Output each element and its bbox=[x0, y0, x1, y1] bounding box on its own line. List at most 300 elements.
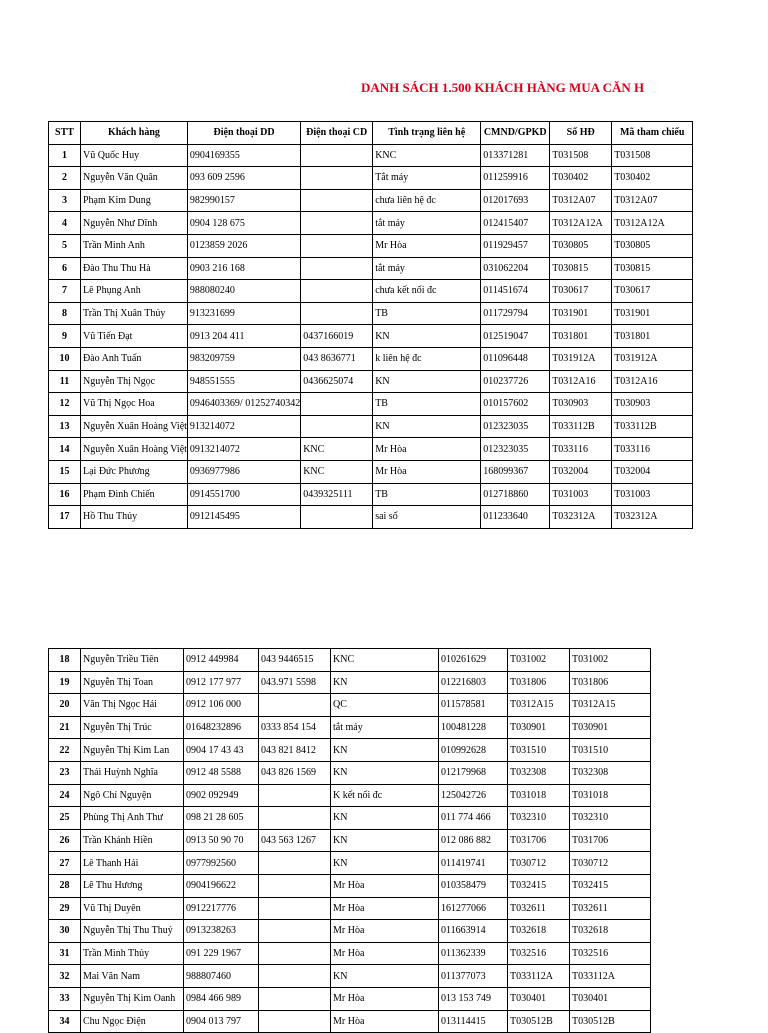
customer-name-cell: Thái Huỳnh Nghĩa bbox=[81, 761, 184, 784]
landline-phone-cell bbox=[259, 920, 331, 943]
reference-code-cell: T0312A15 bbox=[570, 694, 651, 717]
contract-number-cell: T033112A bbox=[508, 965, 570, 988]
mobile-phone-cell: 0914551700 bbox=[187, 483, 300, 506]
contract-number-cell: T031806 bbox=[508, 671, 570, 694]
contract-number-cell: T032415 bbox=[508, 874, 570, 897]
table-row bbox=[49, 987, 651, 1010]
stt-cell: 33 bbox=[49, 987, 81, 1010]
contract-number-cell: T031706 bbox=[508, 829, 570, 852]
header-stt: STT bbox=[49, 122, 81, 145]
mobile-phone-cell: 0912217776 bbox=[184, 897, 259, 920]
mobile-phone-cell: 0913 50 90 70 bbox=[184, 829, 259, 852]
stt-cell: 20 bbox=[49, 694, 81, 717]
contact-status-cell: tắt máy bbox=[373, 212, 481, 235]
header-customer: Khách hàng bbox=[81, 122, 188, 145]
header-mobile-phone: Điện thoại DD bbox=[187, 122, 300, 145]
contact-status-cell: Mr Hòa bbox=[331, 874, 439, 897]
table-row bbox=[49, 393, 693, 416]
contract-number-cell: T031508 bbox=[550, 144, 612, 167]
reference-code-cell: T032516 bbox=[570, 942, 651, 965]
contract-number-cell: T030815 bbox=[550, 257, 612, 280]
customer-name-cell: Nguyễn Thị Kim Lan bbox=[81, 739, 184, 762]
table-row bbox=[49, 694, 651, 717]
id-number-cell: 013 153 749 bbox=[439, 987, 508, 1010]
table-header-row bbox=[49, 122, 693, 145]
landline-phone-cell: 0439325111 bbox=[301, 483, 373, 506]
customer-name-cell: Nguyễn Thị Thu Thuỷ bbox=[81, 920, 184, 943]
id-number-cell: 011578581 bbox=[439, 694, 508, 717]
id-number-cell: 011096448 bbox=[481, 347, 550, 370]
customer-name-cell: Lại Đức Phương bbox=[81, 460, 188, 483]
reference-code-cell: T030617 bbox=[612, 280, 693, 303]
table-row bbox=[49, 807, 651, 830]
id-number-cell: 012323035 bbox=[481, 415, 550, 438]
table-row bbox=[49, 649, 651, 672]
contract-number-cell: T032516 bbox=[508, 942, 570, 965]
header-landline-phone: Điện thoại CD bbox=[301, 122, 373, 145]
stt-cell: 29 bbox=[49, 897, 81, 920]
landline-phone-cell: 043 563 1267 bbox=[259, 829, 331, 852]
mobile-phone-cell: 0903 216 168 bbox=[187, 257, 300, 280]
reference-code-cell: T032310 bbox=[570, 807, 651, 830]
landline-phone-cell bbox=[301, 506, 373, 529]
contact-status-cell: KN bbox=[373, 370, 481, 393]
stt-cell: 3 bbox=[49, 189, 81, 212]
table-row bbox=[49, 167, 693, 190]
stt-cell: 5 bbox=[49, 234, 81, 257]
customer-table-2 bbox=[48, 648, 651, 1033]
mobile-phone-cell: 0912 449984 bbox=[184, 649, 259, 672]
id-number-cell: 100481228 bbox=[439, 716, 508, 739]
table-row bbox=[49, 234, 693, 257]
landline-phone-cell bbox=[301, 189, 373, 212]
stt-cell: 25 bbox=[49, 807, 81, 830]
landline-phone-cell bbox=[301, 212, 373, 235]
mobile-phone-cell: 988080240 bbox=[187, 280, 300, 303]
contact-status-cell: TB bbox=[373, 393, 481, 416]
mobile-phone-cell: 0904 128 675 bbox=[187, 212, 300, 235]
contact-status-cell: TB bbox=[373, 483, 481, 506]
mobile-phone-cell: 093 609 2596 bbox=[187, 167, 300, 190]
customer-name-cell: Vũ Thị Ngọc Hoa bbox=[81, 393, 188, 416]
id-number-cell: 031062204 bbox=[481, 257, 550, 280]
table-row bbox=[49, 257, 693, 280]
contact-status-cell: Mr Hòa bbox=[331, 987, 439, 1010]
landline-phone-cell: 043 826 1569 bbox=[259, 761, 331, 784]
id-number-cell: 011233640 bbox=[481, 506, 550, 529]
landline-phone-cell bbox=[259, 874, 331, 897]
reference-code-cell: T031706 bbox=[570, 829, 651, 852]
reference-code-cell: T032308 bbox=[570, 761, 651, 784]
id-number-cell: 011729794 bbox=[481, 302, 550, 325]
table-row bbox=[49, 874, 651, 897]
customer-name-cell: Vũ Tiến Đạt bbox=[81, 325, 188, 348]
contact-status-cell: KN bbox=[373, 325, 481, 348]
landline-phone-cell bbox=[301, 415, 373, 438]
id-number-cell: 011451674 bbox=[481, 280, 550, 303]
table-row bbox=[49, 438, 693, 461]
id-number-cell: 012718860 bbox=[481, 483, 550, 506]
customer-name-cell: Văn Thị Ngọc Hải bbox=[81, 694, 184, 717]
contract-number-cell: T0312A15 bbox=[508, 694, 570, 717]
contact-status-cell: Mr Hòa bbox=[331, 920, 439, 943]
contact-status-cell: Mr Hòa bbox=[373, 438, 481, 461]
stt-cell: 13 bbox=[49, 415, 81, 438]
contract-number-cell: T031003 bbox=[550, 483, 612, 506]
reference-code-cell: T030512B bbox=[570, 1010, 651, 1033]
id-number-cell: 011259916 bbox=[481, 167, 550, 190]
contract-number-cell: T031002 bbox=[508, 649, 570, 672]
table-row bbox=[49, 897, 651, 920]
stt-cell: 12 bbox=[49, 393, 81, 416]
id-number-cell: 011663914 bbox=[439, 920, 508, 943]
reference-code-cell: T031912A bbox=[612, 347, 693, 370]
stt-cell: 30 bbox=[49, 920, 81, 943]
landline-phone-cell: 043 9446515 bbox=[259, 649, 331, 672]
reference-code-cell: T030901 bbox=[570, 716, 651, 739]
reference-code-cell: T030712 bbox=[570, 852, 651, 875]
stt-cell: 17 bbox=[49, 506, 81, 529]
reference-code-cell: T030903 bbox=[612, 393, 693, 416]
contract-number-cell: T0312A07 bbox=[550, 189, 612, 212]
contact-status-cell: KN bbox=[331, 965, 439, 988]
stt-cell: 1 bbox=[49, 144, 81, 167]
landline-phone-cell: 0437166019 bbox=[301, 325, 373, 348]
landline-phone-cell bbox=[259, 897, 331, 920]
contract-number-cell: T032618 bbox=[508, 920, 570, 943]
contact-status-cell: K kết nối đc bbox=[331, 784, 439, 807]
landline-phone-cell bbox=[259, 987, 331, 1010]
mobile-phone-cell: 913214072 bbox=[187, 415, 300, 438]
stt-cell: 11 bbox=[49, 370, 81, 393]
contract-number-cell: T030617 bbox=[550, 280, 612, 303]
stt-cell: 8 bbox=[49, 302, 81, 325]
stt-cell: 16 bbox=[49, 483, 81, 506]
contact-status-cell: chưa liên hệ đc bbox=[373, 189, 481, 212]
stt-cell: 9 bbox=[49, 325, 81, 348]
stt-cell: 21 bbox=[49, 716, 81, 739]
contact-status-cell: Mr Hòa bbox=[373, 460, 481, 483]
table-row bbox=[49, 212, 693, 235]
table-row bbox=[49, 942, 651, 965]
contract-number-cell: T031018 bbox=[508, 784, 570, 807]
stt-cell: 23 bbox=[49, 761, 81, 784]
contact-status-cell: Mr Hòa bbox=[331, 942, 439, 965]
landline-phone-cell: KNC bbox=[301, 460, 373, 483]
landline-phone-cell: 0333 854 154 bbox=[259, 716, 331, 739]
customer-name-cell: Chu Ngọc Điện bbox=[81, 1010, 184, 1033]
reference-code-cell: T031508 bbox=[612, 144, 693, 167]
customer-name-cell: Trần Thị Xuân Thủy bbox=[81, 302, 188, 325]
reference-code-cell: T030401 bbox=[570, 987, 651, 1010]
contract-number-cell: T030512B bbox=[508, 1010, 570, 1033]
contact-status-cell: KN bbox=[331, 739, 439, 762]
landline-phone-cell bbox=[259, 1010, 331, 1033]
customer-name-cell: Trần Minh Anh bbox=[81, 234, 188, 257]
reference-code-cell: T030805 bbox=[612, 234, 693, 257]
customer-name-cell: Trần Khánh Hiền bbox=[81, 829, 184, 852]
stt-cell: 6 bbox=[49, 257, 81, 280]
id-number-cell: 168099367 bbox=[481, 460, 550, 483]
stt-cell: 4 bbox=[49, 212, 81, 235]
id-number-cell: 011929457 bbox=[481, 234, 550, 257]
id-number-cell: 010261629 bbox=[439, 649, 508, 672]
mobile-phone-cell: 0902 092949 bbox=[184, 784, 259, 807]
mobile-phone-cell: 0913214072 bbox=[187, 438, 300, 461]
reference-code-cell: T030815 bbox=[612, 257, 693, 280]
id-number-cell: 011 774 466 bbox=[439, 807, 508, 830]
stt-cell: 24 bbox=[49, 784, 81, 807]
customer-name-cell: Đào Thu Thu Hà bbox=[81, 257, 188, 280]
id-number-cell: 012415407 bbox=[481, 212, 550, 235]
contract-number-cell: T032611 bbox=[508, 897, 570, 920]
reference-code-cell: T032618 bbox=[570, 920, 651, 943]
mobile-phone-cell: 0904 013 797 bbox=[184, 1010, 259, 1033]
table-row bbox=[49, 671, 651, 694]
mobile-phone-cell: 988807460 bbox=[184, 965, 259, 988]
reference-code-cell: T031002 bbox=[570, 649, 651, 672]
contract-number-cell: T033112B bbox=[550, 415, 612, 438]
contract-number-cell: T032310 bbox=[508, 807, 570, 830]
contact-status-cell: Mr Hòa bbox=[373, 234, 481, 257]
customer-name-cell: Nguyễn Triều Tiên bbox=[81, 649, 184, 672]
mobile-phone-cell: 0984 466 989 bbox=[184, 987, 259, 1010]
customer-name-cell: Nguyễn Thị Ngọc bbox=[81, 370, 188, 393]
table-row bbox=[49, 460, 693, 483]
id-number-cell: 010358479 bbox=[439, 874, 508, 897]
contract-number-cell: T030401 bbox=[508, 987, 570, 1010]
reference-code-cell: T032611 bbox=[570, 897, 651, 920]
contact-status-cell: TB bbox=[373, 302, 481, 325]
customer-name-cell: Lê Thu Hương bbox=[81, 874, 184, 897]
table-row bbox=[49, 965, 651, 988]
reference-code-cell: T033112A bbox=[570, 965, 651, 988]
landline-phone-cell bbox=[301, 234, 373, 257]
mobile-phone-cell: 01648232896 bbox=[184, 716, 259, 739]
reference-code-cell: T032004 bbox=[612, 460, 693, 483]
contact-status-cell: tắt máy bbox=[373, 257, 481, 280]
mobile-phone-cell: 091 229 1967 bbox=[184, 942, 259, 965]
customer-name-cell: Nguyễn Xuân Hoàng Việt bbox=[81, 415, 188, 438]
contract-number-cell: T0312A12A bbox=[550, 212, 612, 235]
stt-cell: 31 bbox=[49, 942, 81, 965]
stt-cell: 27 bbox=[49, 852, 81, 875]
stt-cell: 26 bbox=[49, 829, 81, 852]
landline-phone-cell bbox=[259, 694, 331, 717]
mobile-phone-cell: 0912 48 5588 bbox=[184, 761, 259, 784]
contract-number-cell: T030712 bbox=[508, 852, 570, 875]
stt-cell: 18 bbox=[49, 649, 81, 672]
mobile-phone-cell: 0904169355 bbox=[187, 144, 300, 167]
id-number-cell: 010237726 bbox=[481, 370, 550, 393]
customer-name-cell: Vũ Thị Duyên bbox=[81, 897, 184, 920]
landline-phone-cell bbox=[301, 393, 373, 416]
mobile-phone-cell: 0977992560 bbox=[184, 852, 259, 875]
customer-name-cell: Nguyễn Thị Trúc bbox=[81, 716, 184, 739]
contact-status-cell: KN bbox=[331, 807, 439, 830]
contract-number-cell: T030402 bbox=[550, 167, 612, 190]
id-number-cell: 161277066 bbox=[439, 897, 508, 920]
table-row bbox=[49, 347, 693, 370]
landline-phone-cell: 043 821 8412 bbox=[259, 739, 331, 762]
customer-name-cell: Hồ Thu Thủy bbox=[81, 506, 188, 529]
landline-phone-cell: 043.971 5598 bbox=[259, 671, 331, 694]
mobile-phone-cell: 0912 106 000 bbox=[184, 694, 259, 717]
customer-name-cell: Nguyễn Xuân Hoàng Việt bbox=[81, 438, 188, 461]
customer-name-cell: Lê Thanh Hải bbox=[81, 852, 184, 875]
reference-code-cell: T0312A07 bbox=[612, 189, 693, 212]
customer-name-cell: Lê Phụng Anh bbox=[81, 280, 188, 303]
contact-status-cell: Tắt máy bbox=[373, 167, 481, 190]
mobile-phone-cell: 913231699 bbox=[187, 302, 300, 325]
customer-name-cell: Ngô Chí Nguyện bbox=[81, 784, 184, 807]
table-row bbox=[49, 739, 651, 762]
stt-cell: 22 bbox=[49, 739, 81, 762]
contract-number-cell: T032312A bbox=[550, 506, 612, 529]
id-number-cell: 012 086 882 bbox=[439, 829, 508, 852]
landline-phone-cell bbox=[301, 144, 373, 167]
id-number-cell: 010157602 bbox=[481, 393, 550, 416]
id-number-cell: 012519047 bbox=[481, 325, 550, 348]
contract-number-cell: T031801 bbox=[550, 325, 612, 348]
reference-code-cell: T033112B bbox=[612, 415, 693, 438]
mobile-phone-cell: 982990157 bbox=[187, 189, 300, 212]
header-id-number: CMND/GPKD bbox=[481, 122, 550, 145]
table-row bbox=[49, 280, 693, 303]
contact-status-cell: tắt máy bbox=[331, 716, 439, 739]
table-row bbox=[49, 1010, 651, 1033]
contract-number-cell: T031901 bbox=[550, 302, 612, 325]
stt-cell: 32 bbox=[49, 965, 81, 988]
contract-number-cell: T030901 bbox=[508, 716, 570, 739]
reference-code-cell: T032415 bbox=[570, 874, 651, 897]
contact-status-cell: chưa kết nối đc bbox=[373, 280, 481, 303]
contract-number-cell: T0312A16 bbox=[550, 370, 612, 393]
table-row bbox=[49, 302, 693, 325]
table-row bbox=[49, 784, 651, 807]
landline-phone-cell: 043 8636771 bbox=[301, 347, 373, 370]
contact-status-cell: KN bbox=[331, 671, 439, 694]
contact-status-cell: KN bbox=[331, 829, 439, 852]
contract-number-cell: T031912A bbox=[550, 347, 612, 370]
customer-name-cell: Trần Minh Thủy bbox=[81, 942, 184, 965]
landline-phone-cell: 0436625074 bbox=[301, 370, 373, 393]
mobile-phone-cell: 0913 204 411 bbox=[187, 325, 300, 348]
mobile-phone-cell: 0913238263 bbox=[184, 920, 259, 943]
stt-cell: 19 bbox=[49, 671, 81, 694]
reference-code-cell: T031510 bbox=[570, 739, 651, 762]
mobile-phone-cell: 098 21 28 605 bbox=[184, 807, 259, 830]
landline-phone-cell bbox=[301, 257, 373, 280]
contract-number-cell: T031510 bbox=[508, 739, 570, 762]
table-row bbox=[49, 852, 651, 875]
contract-number-cell: T033116 bbox=[550, 438, 612, 461]
id-number-cell: 012216803 bbox=[439, 671, 508, 694]
mobile-phone-cell: 948551555 bbox=[187, 370, 300, 393]
customer-name-cell: Phạm Kim Dung bbox=[81, 189, 188, 212]
header-contract-number: Số HĐ bbox=[550, 122, 612, 145]
mobile-phone-cell: 0912145495 bbox=[187, 506, 300, 529]
table-row bbox=[49, 506, 693, 529]
reference-code-cell: T031806 bbox=[570, 671, 651, 694]
contract-number-cell: T030805 bbox=[550, 234, 612, 257]
id-number-cell: 012179968 bbox=[439, 761, 508, 784]
customer-name-cell: Nguyễn Như Dĩnh bbox=[81, 212, 188, 235]
stt-cell: 14 bbox=[49, 438, 81, 461]
id-number-cell: 012323035 bbox=[481, 438, 550, 461]
reference-code-cell: T030402 bbox=[612, 167, 693, 190]
id-number-cell: 011377073 bbox=[439, 965, 508, 988]
customer-name-cell: Vũ Quốc Huy bbox=[81, 144, 188, 167]
contact-status-cell: KNC bbox=[331, 649, 439, 672]
customer-name-cell: Phùng Thị Anh Thư bbox=[81, 807, 184, 830]
landline-phone-cell bbox=[259, 807, 331, 830]
contact-status-cell: KN bbox=[373, 415, 481, 438]
table-row bbox=[49, 716, 651, 739]
header-contact-status: Tình trạng liên hệ bbox=[373, 122, 481, 145]
id-number-cell: 010992628 bbox=[439, 739, 508, 762]
stt-cell: 10 bbox=[49, 347, 81, 370]
id-number-cell: 125042726 bbox=[439, 784, 508, 807]
mobile-phone-cell: 983209759 bbox=[187, 347, 300, 370]
contact-status-cell: KNC bbox=[373, 144, 481, 167]
mobile-phone-cell: 0123859 2026 bbox=[187, 234, 300, 257]
mobile-phone-cell: 0936977986 bbox=[187, 460, 300, 483]
table-row bbox=[49, 761, 651, 784]
contract-number-cell: T032308 bbox=[508, 761, 570, 784]
reference-code-cell: T0312A16 bbox=[612, 370, 693, 393]
table-row bbox=[49, 370, 693, 393]
stt-cell: 34 bbox=[49, 1010, 81, 1033]
reference-code-cell: T032312A bbox=[612, 506, 693, 529]
table-row bbox=[49, 189, 693, 212]
table-row bbox=[49, 325, 693, 348]
id-number-cell: 013114415 bbox=[439, 1010, 508, 1033]
contract-number-cell: T032004 bbox=[550, 460, 612, 483]
stt-cell: 2 bbox=[49, 167, 81, 190]
customer-name-cell: Nguyễn Thị Kim Oanh bbox=[81, 987, 184, 1010]
id-number-cell: 011362339 bbox=[439, 942, 508, 965]
mobile-phone-cell: 0904 17 43 43 bbox=[184, 739, 259, 762]
customer-name-cell: Nguyễn Văn Quân bbox=[81, 167, 188, 190]
stt-cell: 28 bbox=[49, 874, 81, 897]
landline-phone-cell bbox=[301, 167, 373, 190]
landline-phone-cell bbox=[301, 280, 373, 303]
customer-name-cell: Phạm Đình Chiến bbox=[81, 483, 188, 506]
stt-cell: 15 bbox=[49, 460, 81, 483]
mobile-phone-cell: 0912 177 977 bbox=[184, 671, 259, 694]
landline-phone-cell: KNC bbox=[301, 438, 373, 461]
customer-name-cell: Đào Anh Tuấn bbox=[81, 347, 188, 370]
customer-name-cell: Mai Văn Nam bbox=[81, 965, 184, 988]
customer-name-cell: Nguyễn Thị Toan bbox=[81, 671, 184, 694]
table-row bbox=[49, 829, 651, 852]
contact-status-cell: Mr Hòa bbox=[331, 897, 439, 920]
mobile-phone-cell: 0904196622 bbox=[184, 874, 259, 897]
reference-code-cell: T031003 bbox=[612, 483, 693, 506]
header-reference-code: Mã tham chiếu bbox=[612, 122, 693, 145]
reference-code-cell: T031801 bbox=[612, 325, 693, 348]
contact-status-cell: k liên hệ đc bbox=[373, 347, 481, 370]
table-row bbox=[49, 920, 651, 943]
stt-cell: 7 bbox=[49, 280, 81, 303]
id-number-cell: 011419741 bbox=[439, 852, 508, 875]
reference-code-cell: T0312A12A bbox=[612, 212, 693, 235]
landline-phone-cell bbox=[259, 965, 331, 988]
id-number-cell: 012017693 bbox=[481, 189, 550, 212]
contact-status-cell: KN bbox=[331, 852, 439, 875]
reference-code-cell: T033116 bbox=[612, 438, 693, 461]
